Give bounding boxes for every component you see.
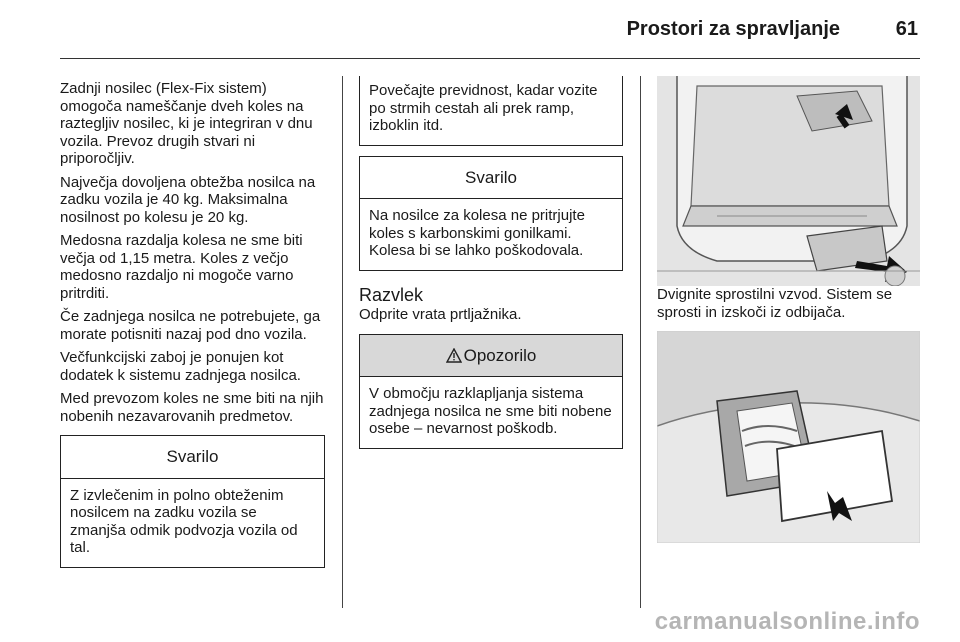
- caution-box-continued: [359, 76, 623, 146]
- caution-box: [60, 435, 325, 568]
- column-middle: [359, 76, 623, 459]
- carrier-illustration: [657, 331, 920, 543]
- section-heading: Razvlek: [359, 284, 424, 305]
- figure-caption: Dvignite sprostilni vzvod. Sistem se sprosti in izskoči iz odbijača.: [657, 286, 893, 321]
- page-number: 61: [895, 18, 918, 40]
- trunk-illustration: [657, 76, 920, 286]
- watermark: carmanualsonline.info: [654, 608, 920, 635]
- paragraph: Med prevozom koles ne sme biti na njih nobenih nezavarovanih predmetov.: [60, 390, 324, 425]
- caution-body: Na nosilce za kolesa ne pritrjujte koles s karbonskimi gonilkami. Kolesa bi se lahko poškodovala.: [369, 207, 585, 259]
- paragraph: Zadnji nosilec (Flex-Fix sistem) omogoča nameščanje dveh koles na raztegljiv nosilec, ki je integriran v dnu vozila. Prevoz drugih stvari ni priporočljiv.: [60, 80, 313, 167]
- caution-box: [359, 156, 623, 271]
- paragraph: Največja dovoljena obtežba nosilca na zadku vozila je 40 kg. Maksimalna nosilnost po kolesu je 20 kg.: [60, 173, 316, 226]
- column-left: [60, 80, 325, 578]
- paragraph: Večfunkcijski zaboj je ponujen kot dodatek k sistemu zadnjega nosilca.: [60, 349, 301, 384]
- warning-box: [359, 334, 623, 449]
- caution-heading: Svarilo: [360, 157, 622, 200]
- warning-body: V območju razklapljanja sistema zadnjega nosilca ne sme biti nobene osebe – nevarnost poškodb.: [369, 385, 612, 437]
- warning-heading: [360, 335, 622, 378]
- trunk-drawing: [657, 76, 920, 286]
- column-divider: [342, 76, 343, 608]
- caution-heading: Svarilo: [61, 436, 324, 479]
- caution-body: Z izvlečenim in polno obteženim nosilcem na zadku vozila se zmanjša odmik podvozja vozila od tal.: [70, 486, 298, 556]
- paragraph: Medosna razdalja kolesa ne sme biti večja od 1,15 metra. Koles z večjo medosno razdaljo ni mogoče varno pritrditi.: [60, 232, 303, 302]
- header-rule: [60, 58, 920, 59]
- page-header: [0, 0, 960, 62]
- warning-heading-text: Opozorilo: [463, 345, 537, 365]
- paragraph: Odprite vrata prtljažnika.: [359, 306, 522, 323]
- column-divider: [640, 76, 641, 608]
- carrier-drawing: [657, 331, 920, 543]
- page-title: Prostori za spravljanje: [626, 18, 840, 40]
- paragraph: Če zadnjega nosilca ne potrebujete, ga morate potisniti nazaj pod dno vozila.: [60, 308, 321, 343]
- caution-body: Povečajte previdnost, kadar vozite po strmih cestah ali prek ramp, izboklin itd.: [369, 82, 598, 134]
- column-right: [657, 76, 922, 543]
- warning-triangle-icon: [446, 348, 462, 363]
